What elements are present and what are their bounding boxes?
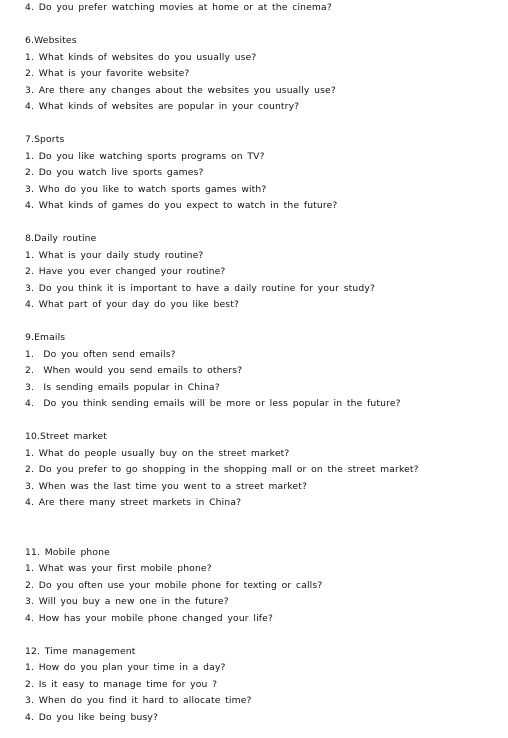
spacer xyxy=(25,17,500,34)
section-heading: 12. Time management xyxy=(25,645,136,657)
question-line: 3. When was the last time you went to a street market? xyxy=(25,480,307,492)
section-heading: 11. Mobile phone xyxy=(25,546,110,558)
document-page xyxy=(25,0,500,726)
section-heading: 8.Daily routine xyxy=(25,233,97,244)
question-line: 4. Are there many street markets in China? xyxy=(25,497,242,508)
section-heading: 9.Emails xyxy=(25,332,66,343)
spacer xyxy=(25,215,500,232)
question-line: 1. Do you often send emails? xyxy=(25,348,176,360)
question-line: 4. Do you think sending emails will be more or less popular in the future? xyxy=(25,398,401,409)
question-line: 4. What part of your day do you like best? xyxy=(25,299,239,310)
spacer xyxy=(25,116,500,133)
question-line: 3. Who do you like to watch sports games with? xyxy=(25,183,267,195)
question-line: 2. Do you often use your mobile phone for texting or calls? xyxy=(25,579,323,591)
question-line: 3. Is sending emails popular in China? xyxy=(25,381,220,393)
question-line: 1. What is your daily study routine? xyxy=(25,249,204,261)
question-line: 2. Have you ever changed your routine? xyxy=(25,266,226,277)
question-line: 4. Do you prefer watching movies at home or at the cinema? xyxy=(25,2,332,13)
spacer xyxy=(25,413,500,430)
question-line: 2. Is it easy to manage time for you ? xyxy=(25,678,218,690)
spacer xyxy=(25,512,500,545)
section-heading: 10.Street market xyxy=(25,431,108,442)
section-heading: 7.Sports xyxy=(25,134,65,145)
question-line: 3. Are there any changes about the websites you usually use? xyxy=(25,84,336,96)
spacer xyxy=(25,314,500,331)
question-line: 2. Do you prefer to go shopping in the shopping mall or on the street market? xyxy=(25,464,419,475)
spacer xyxy=(25,627,500,644)
question-line: 1. How do you plan your time in a day? xyxy=(25,662,226,673)
question-line: 1. What was your first mobile phone? xyxy=(25,563,212,574)
question-line: 4. What kinds of websites are popular in your country? xyxy=(25,101,300,112)
section-heading: 6.Websites xyxy=(25,35,77,46)
question-line: 4. What kinds of games do you expect to watch in the future? xyxy=(25,200,338,211)
question-line: 2. When would you send emails to others? xyxy=(25,365,243,376)
question-line: 1. Do you like watching sports programs on TV? xyxy=(25,150,265,162)
question-line: 4. Do you like being busy? xyxy=(25,711,159,723)
question-line: 3. Will you buy a new one in the future? xyxy=(25,596,229,607)
question-line: 4. How has your mobile phone changed your life? xyxy=(25,612,274,624)
question-line: 1. What kinds of websites do you usually use? xyxy=(25,51,257,63)
question-line: 3. Do you think it is important to have a daily routine for your study? xyxy=(25,282,375,294)
question-line: 2. What is your favorite website? xyxy=(25,68,190,79)
question-line: 2. Do you watch live sports games? xyxy=(25,167,204,178)
question-line: 1. What do people usually buy on the street market? xyxy=(25,447,290,459)
question-line: 3. When do you find it hard to allocate time? xyxy=(25,695,252,706)
